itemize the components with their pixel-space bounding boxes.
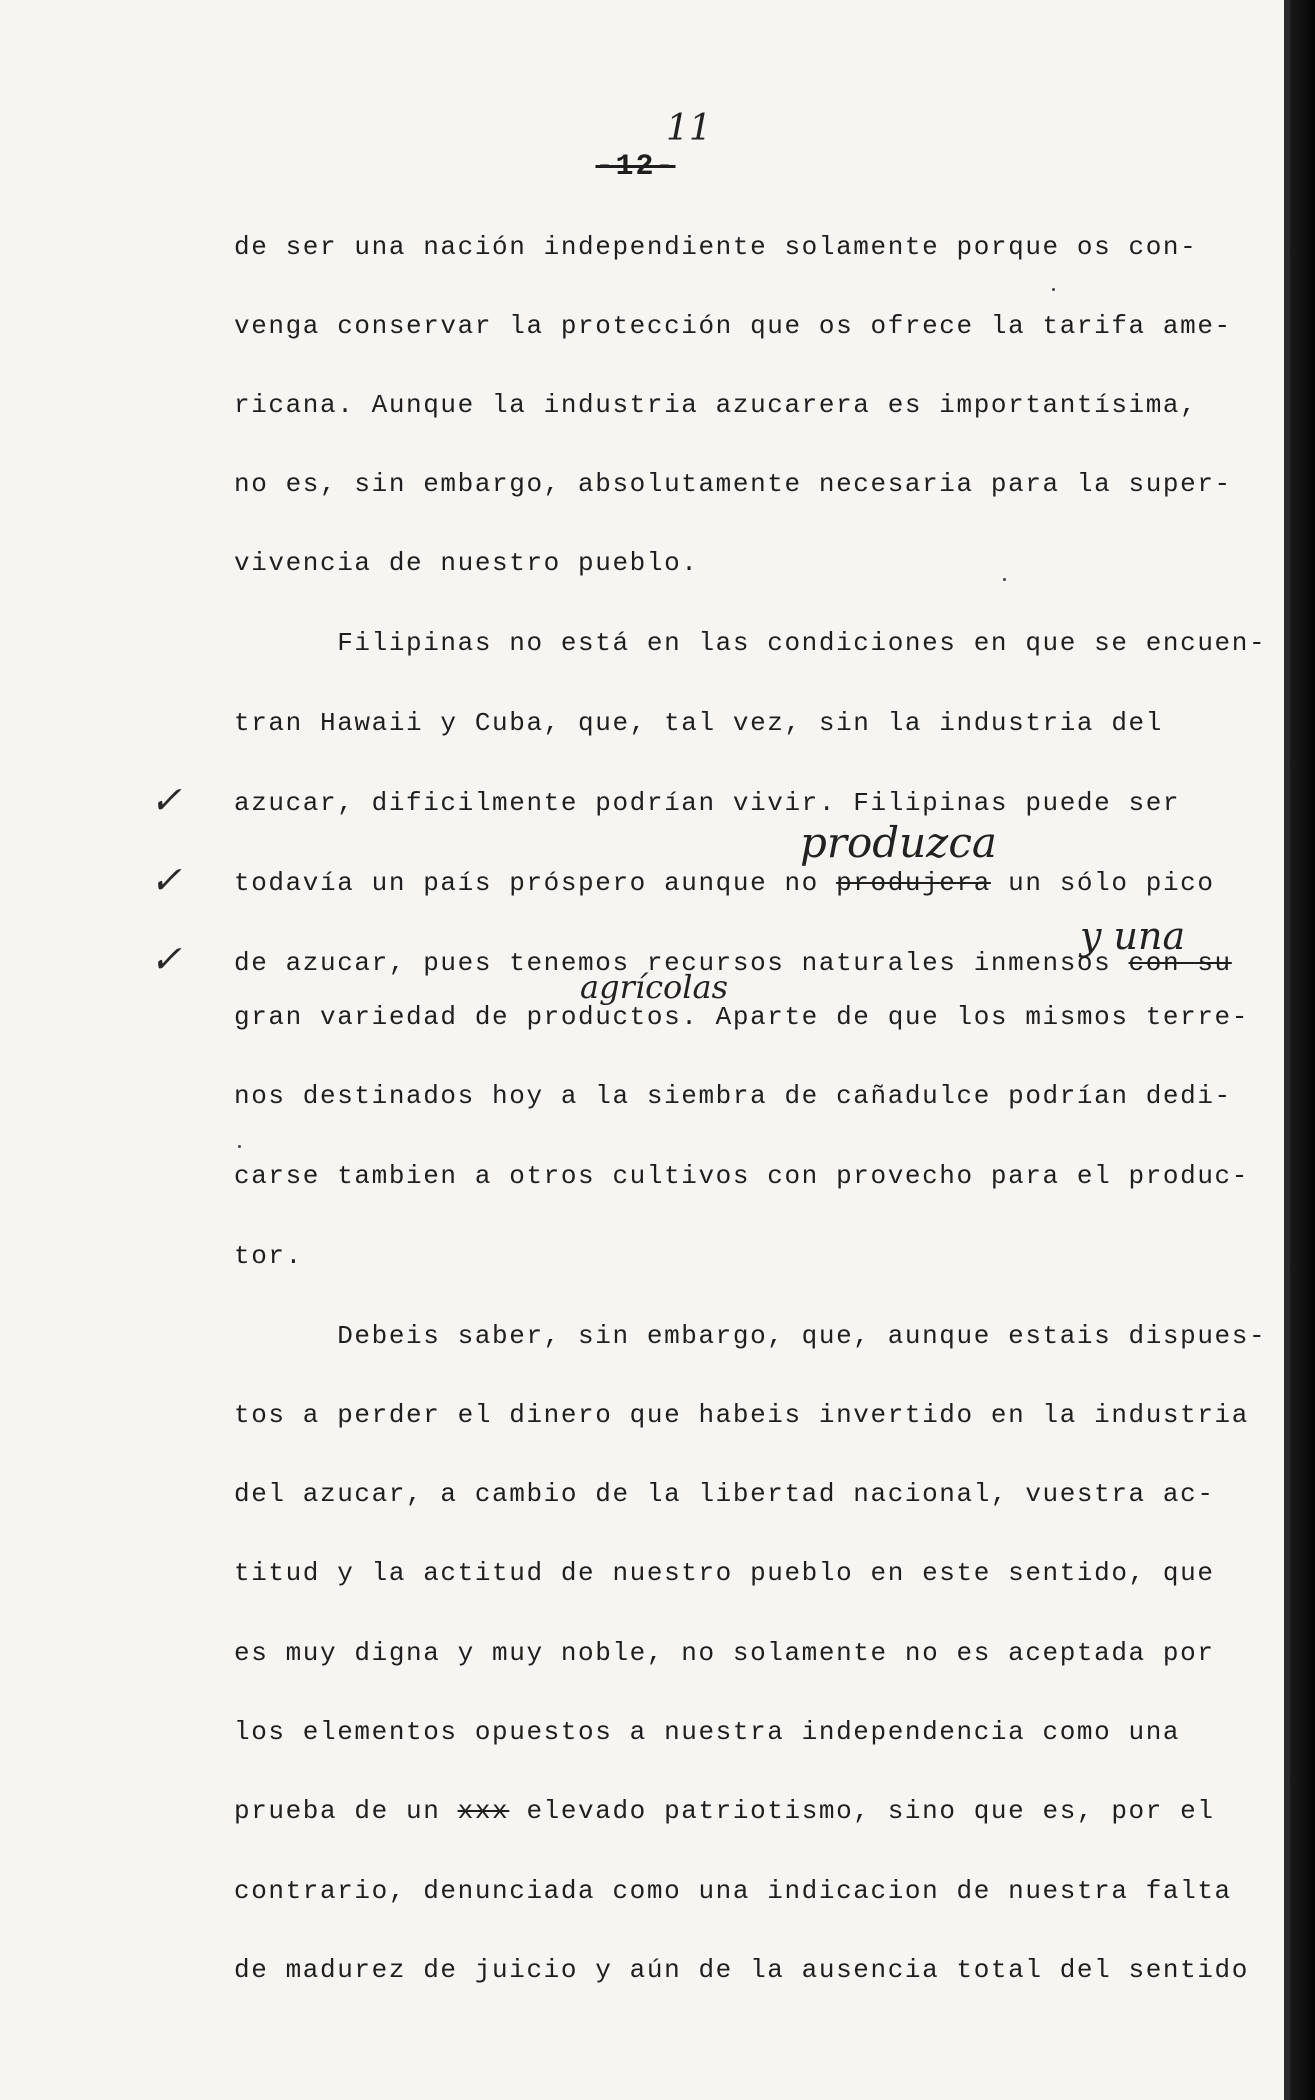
text-line-12: nos destinados hoy a la siembra de cañadulce podrían dedi- xyxy=(234,1081,1232,1111)
margin-check-icon: ✓ xyxy=(150,858,182,902)
struck-words: con su xyxy=(1128,948,1232,978)
paper-speck xyxy=(1003,578,1006,581)
text-line-3: ricana. Aunque la industria azucarera es importantísima, xyxy=(234,390,1198,420)
text-line-20: los elementos opuestos a nuestra independencia como una xyxy=(234,1717,1181,1747)
margin-check-icon: ✓ xyxy=(150,937,182,981)
text-line-11: gran variedad de productos. Aparte de que los mismos terre- xyxy=(234,1002,1249,1032)
text-line-7: tran Hawaii y Cuba, que, tal vez, sin la industria del xyxy=(234,708,1163,738)
text-line-16: tos a perder el dinero que habeis invertido en la industria xyxy=(234,1400,1249,1430)
text-line-21: prueba de un xxx elevado patriotismo, sino que es, por el xyxy=(234,1796,1215,1826)
text-line-5: vivencia de nuestro pueblo. xyxy=(234,548,699,578)
scan-edge xyxy=(1290,0,1315,2100)
text-line-2: venga conservar la protección que os ofrece la tarifa ame- xyxy=(234,311,1232,341)
text-line-18: titud y la actitud de nuestro pueblo en este sentido, que xyxy=(234,1558,1215,1588)
text-line-17: del azucar, a cambio de la libertad nacional, vuestra ac- xyxy=(234,1479,1215,1509)
text-line-22: contrario, denunciada como una indicacion de nuestra falta xyxy=(234,1876,1232,1906)
text-line-10: de azucar, pues tenemos recursos naturales inmensos con su xyxy=(234,948,1232,978)
handwritten-agricolas: agrícolas xyxy=(580,968,729,1006)
text-line-13: carse tambien a otros cultivos con provecho para el produc- xyxy=(234,1161,1249,1191)
text-line-15: Debeis saber, sin embargo, que, aunque estais dispues- xyxy=(234,1321,1267,1351)
struck-xxx: xxx xyxy=(457,1796,510,1826)
text-line-19: es muy digna y muy noble, no solamente no es aceptada por xyxy=(234,1638,1215,1668)
handwritten-produzca: produzca xyxy=(800,818,997,867)
text-line-8: azucar, dificilmente podrían vivir. Filipinas puede ser xyxy=(234,788,1181,818)
handwritten-y-una: y una xyxy=(1080,914,1186,958)
typed-page-number: -12- xyxy=(595,150,676,184)
text-line-1: de ser una nación independiente solamente porque os con- xyxy=(234,232,1198,262)
paper-speck xyxy=(1052,288,1055,291)
margin-check-icon: ✓ xyxy=(150,778,182,822)
text-line-14: tor. xyxy=(234,1241,303,1271)
text-line-4: no es, sin embargo, absolutamente necesaria para la super- xyxy=(234,469,1232,499)
paper-speck xyxy=(238,1145,241,1148)
text-line-23: de madurez de juicio y aún de la ausencia total del sentido xyxy=(234,1955,1249,1985)
text-line-6: Filipinas no está en las condiciones en que se encuen- xyxy=(234,628,1267,658)
struck-word: produjera xyxy=(836,868,991,898)
text-line-9: todavía un país próspero aunque no produjera un sólo pico xyxy=(234,868,1215,898)
handwritten-page-number: 11 xyxy=(666,108,712,149)
